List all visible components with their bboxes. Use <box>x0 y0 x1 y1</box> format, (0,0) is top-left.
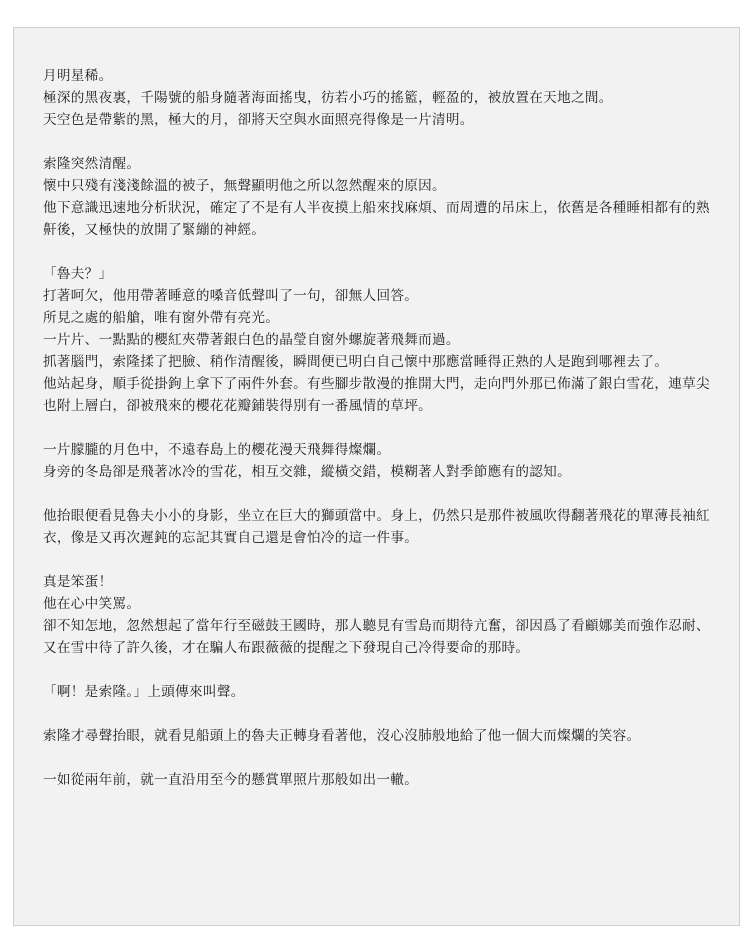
text-line: 身旁的冬島卻是飛著冰冷的雪花，相互交雜，縱橫交錯，模糊著人對季節應有的認知。 <box>43 464 571 480</box>
text-line: 打著呵欠，他用帶著睡意的嗓音低聲叫了一句，卻無人回答。 <box>43 288 419 304</box>
text-line: 「魯夫？」 <box>43 266 113 282</box>
text-line: 一如從兩年前，就一直沿用至今的懸賞單照片那般如出一轍。 <box>43 772 419 788</box>
text-line: 索隆才尋聲抬眼，就看見船頭上的魯夫正轉身看著他，沒心沒肺般地給了他一個大而燦爛的笑容。 <box>43 728 641 744</box>
text-line: 他在心中笑罵。 <box>43 596 141 612</box>
text-line: 他站起身，順手從掛鉤上拿下了兩件外套。有些腳步散漫的推開大門，走向門外那已佈滿了銀白雪花，連草尖也附上層白，卻被飛來的櫻花花瓣鋪裝得別有一番風情的草坪。 <box>43 376 710 414</box>
paragraph-6 <box>43 571 719 659</box>
text-line: 卻不知怎地，忽然想起了當年行至磁鼓王國時，那人聽見有雪島而期待亢奮，卻因爲了看顧娜美而強作忍耐、又在雪中待了許久後，才在騙人布跟薇薇的提醒之下發現自己冷得要命的那時。 <box>43 618 710 656</box>
paragraph-2 <box>43 153 719 241</box>
paragraph-3 <box>43 263 719 417</box>
text-line: 月明星稀。 <box>43 68 113 84</box>
paragraph-9 <box>43 769 719 791</box>
paragraph-1 <box>43 65 719 131</box>
text-line: 天空色是帶紫的黑，極大的月，卻將天空與水面照亮得像是一片清明。 <box>43 112 474 128</box>
text-line: 他抬眼便看見魯夫小小的身影，坐立在巨大的獅頭當中。身上，仍然只是那件被風吹得翻著飛花的單薄長袖紅衣，像是又再次遲鈍的忘記其實自己還是會怕冷的這一件事。 <box>43 508 710 546</box>
text-line: 抓著腦門，索隆揉了把臉、稍作清醒後，瞬間便已明白自己懷中那應當睡得正熟的人是跑到哪裡去了。 <box>43 354 669 370</box>
paragraph-8 <box>43 725 719 747</box>
article-body <box>43 65 719 813</box>
page-frame <box>13 27 740 926</box>
text-line: 所見之處的船艙，唯有窗外帶有亮光。 <box>43 310 280 326</box>
paragraph-5 <box>43 505 719 549</box>
paragraph-4 <box>43 439 719 483</box>
text-line: 一片片、一點點的櫻紅夾帶著銀白色的晶瑩自窗外螺旋著飛舞而過。 <box>43 332 460 348</box>
text-line: 一片朦朧的月色中，不遠春島上的櫻花漫天飛舞得燦爛。 <box>43 442 391 458</box>
text-line: 「啊！是索隆。」上頭傳來叫聲。 <box>43 684 245 700</box>
text-line: 懷中只殘有淺淺餘溫的被子，無聲顯明他之所以忽然醒來的原因。 <box>43 178 446 194</box>
paragraph-7 <box>43 681 719 703</box>
text-line: 他下意識迅速地分析狀況，確定了不是有人半夜摸上船來找麻煩、而周遭的吊床上，依舊是各種睡相都有的熟鼾後，又極快的放開了緊繃的神經。 <box>43 200 710 238</box>
text-line: 極深的黑夜裏，千陽號的船身隨著海面搖曳，彷若小巧的搖籃，輕盈的，被放置在天地之間。 <box>43 90 613 106</box>
text-line: 真是笨蛋！ <box>43 574 113 590</box>
text-line: 索隆突然清醒。 <box>43 156 141 172</box>
